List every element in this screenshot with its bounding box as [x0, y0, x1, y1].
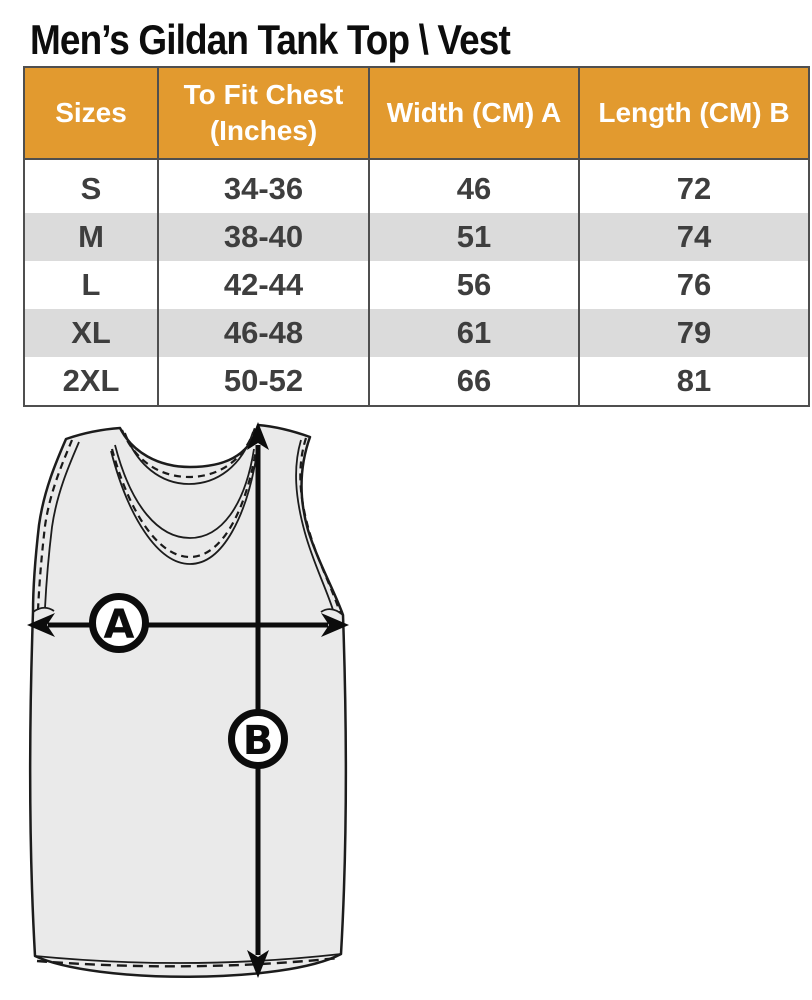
width-cell: 51 — [369, 213, 579, 261]
column-header-chest: To Fit Chest (Inches) — [158, 67, 369, 159]
column-header-length: Length (CM) B — [579, 67, 809, 159]
chest-cell: 34-36 — [158, 165, 369, 213]
chest-cell: 42-44 — [158, 261, 369, 309]
table-row-m — [24, 213, 809, 261]
column-header-width: Width (CM) A — [369, 67, 579, 159]
label-a-text: A — [103, 602, 135, 648]
size-cell: 2XL — [24, 357, 158, 406]
chest-cell: 38-40 — [158, 213, 369, 261]
table-row-2xl — [24, 357, 809, 406]
size-cell: M — [24, 213, 158, 261]
page-title: Men’s Gildan Tank Top \ Vest — [30, 16, 510, 63]
width-cell: 46 — [369, 165, 579, 213]
size-chart-header — [24, 67, 809, 159]
length-cell: 74 — [579, 213, 809, 261]
length-cell: 81 — [579, 357, 809, 406]
tank-top-diagram — [0, 418, 380, 996]
size-cell: XL — [24, 309, 158, 357]
column-header-sizes: Sizes — [24, 67, 158, 159]
width-cell: 56 — [369, 261, 579, 309]
table-row-s — [24, 165, 809, 213]
size-chart-table — [23, 66, 810, 407]
width-cell: 61 — [369, 309, 579, 357]
label-b-text: B — [242, 718, 274, 764]
table-row-l — [24, 261, 809, 309]
table-row-xl — [24, 309, 809, 357]
length-cell: 76 — [579, 261, 809, 309]
length-cell: 72 — [579, 165, 809, 213]
chest-cell: 46-48 — [158, 309, 369, 357]
chest-cell: 50-52 — [158, 357, 369, 406]
length-cell: 79 — [579, 309, 809, 357]
size-cell: S — [24, 165, 158, 213]
width-cell: 66 — [369, 357, 579, 406]
size-cell: L — [24, 261, 158, 309]
